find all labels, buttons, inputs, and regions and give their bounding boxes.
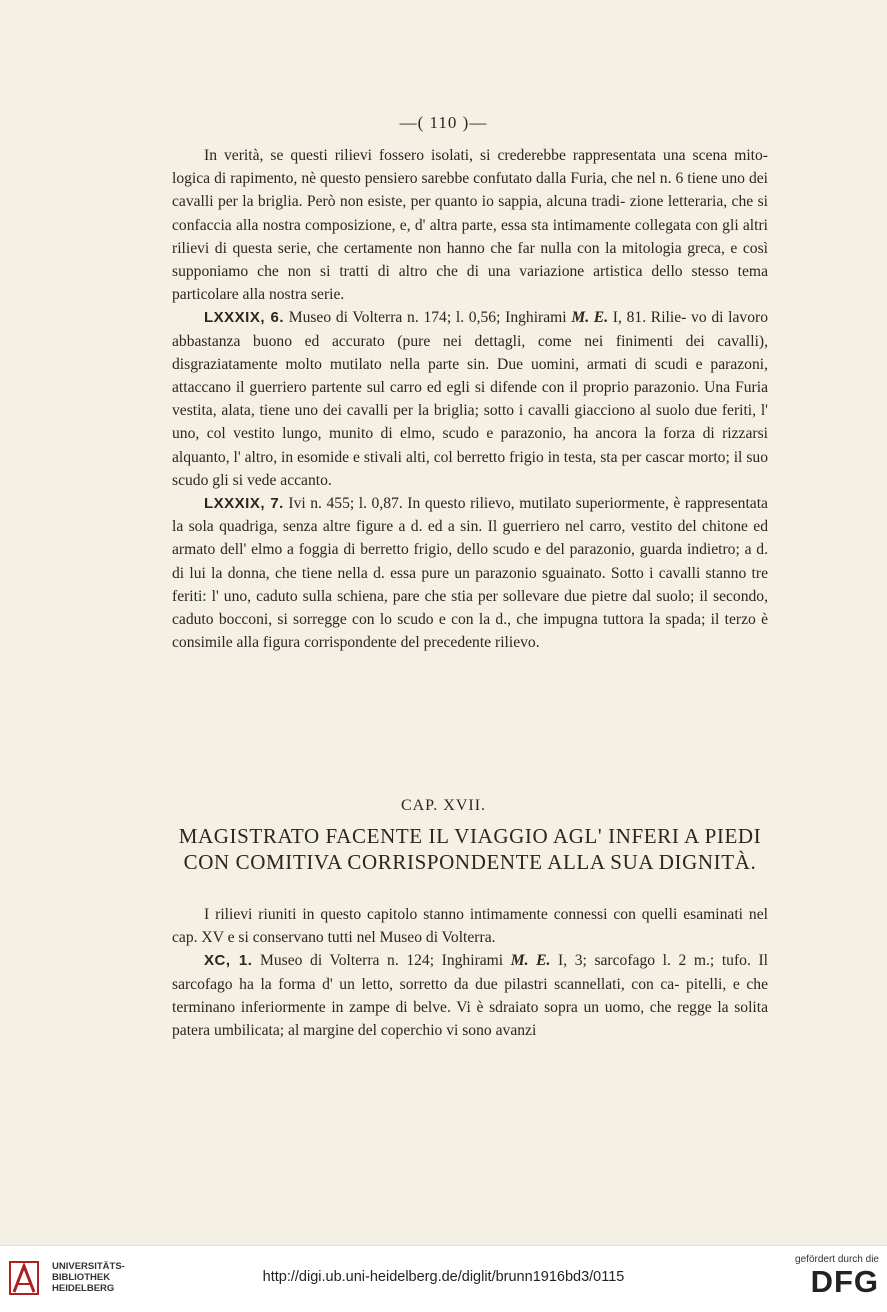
entry-lead: Museo di Volterra n. 124; Inghirami (252, 952, 511, 970)
chapter-intro (172, 903, 768, 949)
chapter-title-line-2: CON COMITIVA CORRISPONDENTE ALLA SUA DIGNITÀ. (183, 850, 757, 874)
paragraph-intro (172, 144, 768, 654)
catalog-number: LXXXIX, 6. (204, 309, 284, 327)
entry-lxxxix-7 (172, 492, 768, 654)
text-line: è consimile alla figura corrispondente del precedente rilievo. (172, 611, 768, 652)
text-line: bocconi, si sorregge con lo scudo e con la d., che impugna tuttora la spada; il terzo (218, 611, 762, 629)
reference-abbrev: M. E. (510, 952, 551, 970)
dfg-logo[interactable] (783, 1254, 879, 1308)
entry-xc-1 (172, 949, 768, 1042)
text-line: In verità, se questi rilievi fossero isolati, si crederebbe rappresentata una scena mito- (204, 147, 768, 164)
chapter-body (172, 903, 768, 1042)
dfg-wordmark: DFG (810, 1264, 879, 1299)
text-line: essa pure un parazonio sguainato. Sotto i cavalli stanno tre feriti: l' uno, caduto (172, 564, 768, 605)
entry-after-ref: I, 3; sarcofago l. 2 m.; tufo. (550, 952, 751, 970)
library-name-line-1: UNIVERSITÄTS- (52, 1261, 125, 1272)
text-line: vo di lavoro abbastanza buono ed accurato (pure nei dettagli, come nei finimenti (172, 309, 768, 350)
entry-after-ref: I, 81. Rilie- (608, 309, 687, 327)
entry-lead: Ivi n. 455; l. 0,87. In questo rilievo, mutilato superiormente, (283, 495, 669, 513)
entry-lxxxix-6 (172, 306, 768, 492)
paragraph-1 (172, 144, 768, 306)
reference-abbrev: M. E. (571, 309, 609, 327)
text-line: hanno che far nulla con la mitologia greca, e così supponiamo che non si tratti (172, 239, 768, 281)
text-line: scudo e del parazonio, guarda indietro; a d. di lui la donna, che tiene nella d. (172, 541, 768, 582)
text-line: tiene uno dei cavalli per la briglia. Però non esiste, per quanto io sappia, alcuna tradi- (172, 170, 768, 211)
text-line: zione letteraria, che si confaccia alla nostra composizione, e, d' altra parte, essa (172, 193, 768, 234)
entry-lead: Museo di Volterra n. 174; l. 0,56; Inghirami (284, 309, 572, 327)
text-line: il proprio parazonio. Una Furia vestita, alata, tiene uno dei cavalli per la briglia; (172, 379, 768, 420)
chapter-title (150, 823, 790, 875)
chapter-label: CAP. XVII. (400, 797, 487, 814)
text-line: carro, vestito del chitone ed armato dell' elmo a foggia di berretto frigio, dello (172, 518, 769, 559)
catalog-number: LXXXIX, 7. (204, 495, 284, 513)
viewer-footer (0, 1245, 887, 1312)
library-name-line-2: BIBLIOTHEK (52, 1272, 111, 1283)
text-line: Il sarcofago ha la forma d' un letto, sorretto da due pilastri scannellati, con ca- (172, 952, 769, 993)
funded-by-caption: gefördert durch die (795, 1254, 879, 1265)
chapter-title-line-1: MAGISTRATO FACENTE IL VIAGGIO AGL' INFERI A PIEDI (178, 824, 762, 848)
text-line: di altro che di una variazione artistica dello stesso tema particolare alla nostra (172, 263, 768, 304)
text-line: sta intimamente collegata con gli altri rilievi di questa serie, che certamente non (172, 216, 768, 257)
text-line: uomo, che regge la solita patera umbilicata; al margine del coperchio vi sono avanzi (172, 998, 769, 1040)
text-line: sotto i cavalli giacciono al suolo due feriti, l' uno, col vestito lungo, munito di elmo, (172, 402, 768, 443)
text-line: serie. (310, 286, 345, 304)
text-line: accanto. (280, 471, 332, 489)
page-number: —( 110 )— (399, 113, 488, 132)
entry-body (172, 495, 768, 651)
text-line: di scudi e parazoni, attaccano il guerriero partente sul carro ed egli si difende con (172, 355, 768, 397)
text-line: esaminati nel cap. XV e si conservano tutti nel Museo di Volterra. (172, 906, 768, 947)
permalink-url[interactable]: http://digi.ub.uni-heidelberg.de/diglit/brunn1916bd3/0115 (262, 1269, 625, 1285)
text-line: logica di rapimento, nè questo pensiero sarebbe confutato dalla Furia, che nel n. 6 (172, 170, 688, 188)
library-name-line-3: HEIDELBERG (52, 1283, 115, 1294)
catalog-number: XC, 1. (204, 952, 253, 970)
text-line: pitelli, e che terminano inferiormente in zampe di belve. Vi è sdraiato sopra un (172, 975, 768, 1016)
text-line: dei cavalli), disgraziatamente molto mutilato nella parte sin. Due uomini, armati (172, 332, 768, 373)
text-line: scudo e parazonio, ha ancora la forza di rizzarsi alquanto, l' altro, in esomide e (172, 425, 768, 466)
text-line: è rappresentata la sola quadriga, senza altre figure a d. ed a sin. Il guerriero nel (172, 495, 768, 536)
text-line: stivali alti, col berretto frigio in testa, sta per cascar morto; il suo scudo gli si vede (172, 448, 768, 489)
text-line: I rilievi riuniti in questo capitolo stanno intimamente connessi con quelli (204, 906, 684, 923)
entry-body (172, 309, 768, 488)
text-line: sulla schiena, pare che stia per sollevare due pietre dal suolo; il secondo, caduto (172, 587, 768, 629)
